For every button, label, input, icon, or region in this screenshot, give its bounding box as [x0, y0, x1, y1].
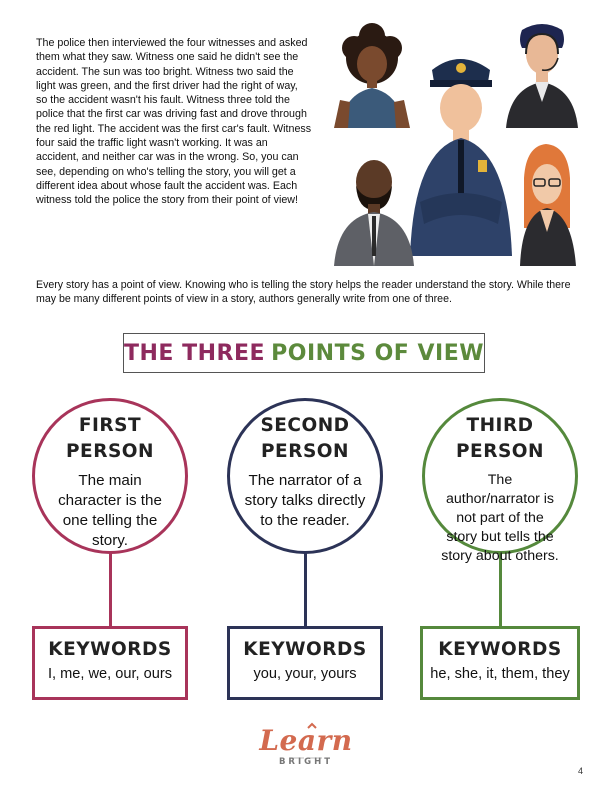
banner-title-part2: POINTS OF VIEW [271, 340, 484, 366]
third-person-title-line1: THIRD [466, 415, 534, 436]
second-person-circle [227, 398, 383, 554]
police-officer-figure [410, 59, 512, 256]
third-person-keywords-box [420, 626, 580, 700]
second-person-keywords-box [227, 626, 383, 700]
logo-word: Learn [259, 724, 353, 757]
learn-bright-logo [250, 722, 362, 770]
first-person-keywords-box [32, 626, 188, 700]
banner-title-part1: THE THREE [124, 340, 266, 366]
first-person-keywords: I, me, we, our, ours [47, 666, 173, 682]
third-person-keywords-label: KEYWORDS [438, 639, 562, 660]
second-person-title-line2: PERSON [261, 441, 349, 462]
witness-woman-glasses-figure [520, 144, 576, 266]
intro-paragraph: The police then interviewed the four witnesses and asked them what they saw. Witness one said he didn't see the accident. The sun was too bright. Witness two said the light was green, and the first driver had the right of way, so the accident wasn't his fault. Witness three told the police that the first car was driving fast and drove through the red light. The accident was the first car's fault. Witness four said the traffic light wasn't working. It was an accident, and neither car was in the wrong. So, you can see, depending on who's telling the story, you will get a different idea about whose fault the accident was. Each witness told the police the story from their point of view! [36, 37, 312, 207]
third-person-title-line2: PERSON [456, 441, 544, 462]
first-person-title-line1: FIRST [78, 415, 142, 436]
second-person-connector [304, 552, 307, 628]
first-person-circle [32, 398, 188, 554]
first-person-title-line2: PERSON [66, 441, 154, 462]
third-person-keywords: he, she, it, them, they [430, 666, 570, 682]
logo-subword: BRIGHT [278, 757, 334, 767]
first-person-connector [109, 552, 112, 628]
first-person-description: The main character is the one telling the story. [58, 472, 162, 549]
witnesses-illustration [330, 18, 588, 268]
page-number: 4 [578, 766, 584, 776]
summary-paragraph: Every story has a point of view. Knowing who is telling the story helps the reader understand the story. While there may be many different points of view in a story, authors generally write from one of three. [36, 279, 571, 306]
section-title-banner [123, 333, 485, 373]
second-person-title-line1: SECOND [260, 415, 350, 436]
second-person-description: The narrator of a story talks directly to the reader. [244, 472, 366, 529]
witness-woman-curly-hair-figure [334, 23, 410, 128]
second-person-keywords: you, your, yours [253, 666, 357, 682]
first-person-keywords-label: KEYWORDS [48, 639, 172, 660]
witness-bald-man-figure [334, 160, 414, 266]
third-person-circle [422, 398, 578, 564]
second-person-keywords-label: KEYWORDS [243, 639, 367, 660]
third-person-description: The author/narrator is not part of the story but tells the story about others. [441, 472, 559, 564]
witness-man-headset-figure [506, 24, 578, 128]
